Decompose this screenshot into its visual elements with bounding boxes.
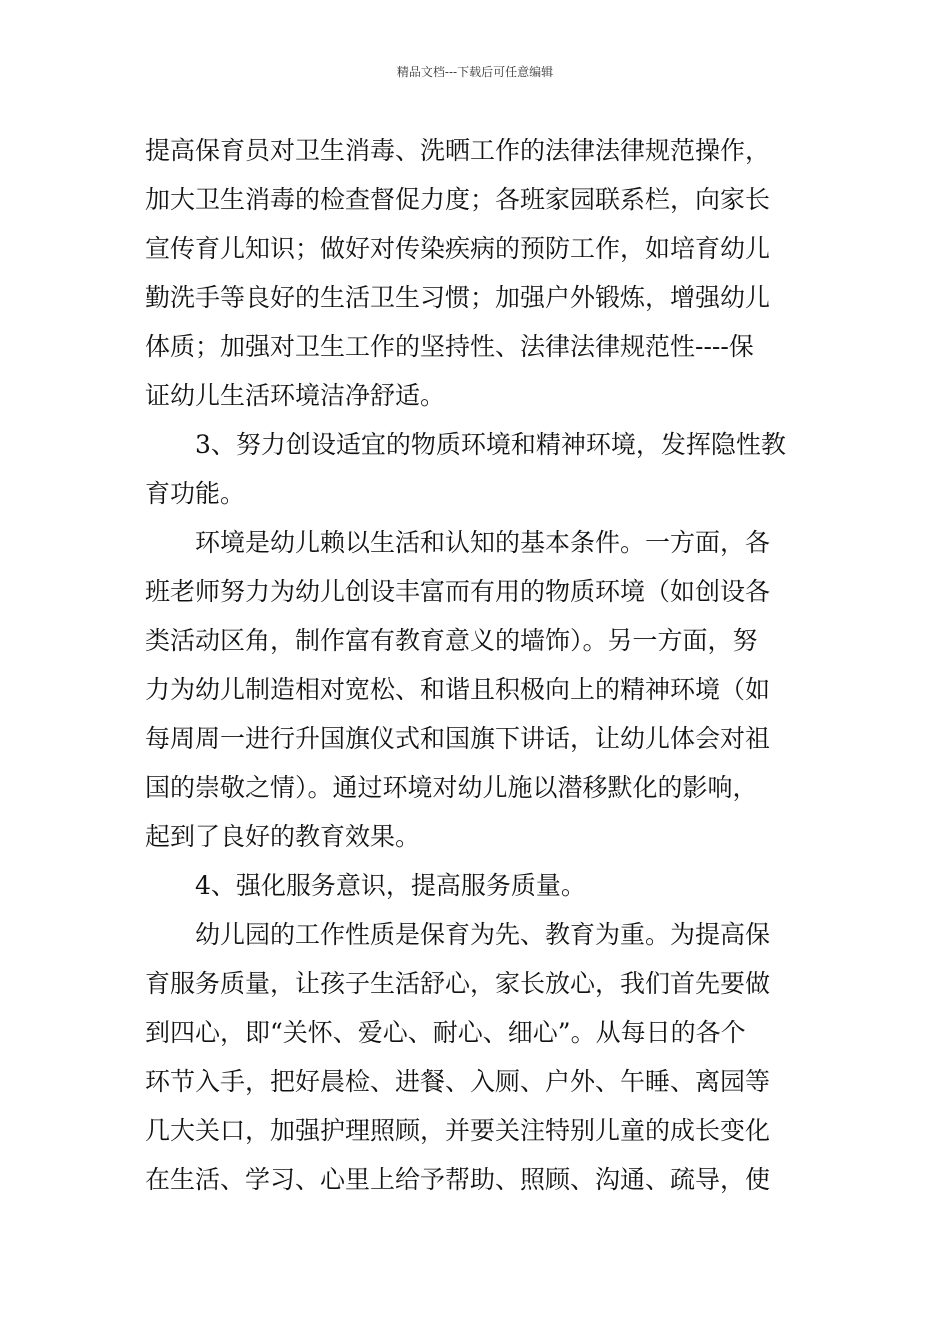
text-line: 每周周一进行升国旗仪式和国旗下讲话，让幼儿体会对祖 <box>145 724 771 753</box>
text-line: 证幼儿生活环境洁净舒适。 <box>145 381 446 410</box>
text-line: 起到了良好的教育效果。 <box>145 822 421 851</box>
text-line: 国的崇敬之情）。通过环境对幼儿施以潜移默化的影响， <box>145 773 758 802</box>
text-line: 环节入手，把好晨检、进餐、入厕、户外、午睡、离园等 <box>145 1067 771 1096</box>
section-heading-4: 4、强化服务意识，提高服务质量。 <box>195 871 586 900</box>
text-line: 勤洗手等良好的生活卫生习惯；加强户外锻炼，增强幼儿 <box>145 283 771 312</box>
text-line: 几大关口，加强护理照顾，并要关注特别儿童的成长变化 <box>145 1116 771 1145</box>
text-line: 宣传育儿知识；做好对传染疾病的预防工作，如培育幼儿 <box>145 234 771 263</box>
text-line: 体质；加强对卫生工作的坚持性、法律法律规范性----保 <box>145 332 754 361</box>
document-body <box>145 126 810 1204</box>
text-line: 育服务质量，让孩子生活舒心，家长放心，我们首先要做 <box>145 969 771 998</box>
paragraph-start: 幼儿园的工作性质是保育为先、教育为重。为提高保 <box>195 920 771 949</box>
text-line: 提高保育员对卫生消毒、洗晒工作的法律法律规范操作， <box>145 136 771 165</box>
page-header: 精品文档---下载后可任意编辑 <box>396 65 554 79</box>
text-line: 加大卫生消毒的检查督促力度；各班家园联系栏，向家长 <box>145 185 771 214</box>
section-heading-3: 3、努力创设适宜的物质环境和精神环境，发挥隐性教 <box>195 430 786 459</box>
text-line: 在生活、学习、心里上给予帮助、照顾、沟通、疏导，使 <box>145 1165 771 1194</box>
text-line: 班老师努力为幼儿创设丰富而有用的物质环境（如创设各 <box>145 577 771 606</box>
text-line: 到四心，即“关怀、爱心、耐心、细心”。从每日的各个 <box>145 1018 746 1047</box>
paragraph-start: 环境是幼儿赖以生活和认知的基本条件。一方面，各 <box>195 528 771 557</box>
text-line: 力为幼儿制造相对宽松、和谐且积极向上的精神环境（如 <box>145 675 771 704</box>
section-heading-3-cont: 育功能。 <box>145 479 246 508</box>
text-line: 类活动区角，制作富有教育意义的墙饰）。另一方面，努 <box>145 626 758 655</box>
